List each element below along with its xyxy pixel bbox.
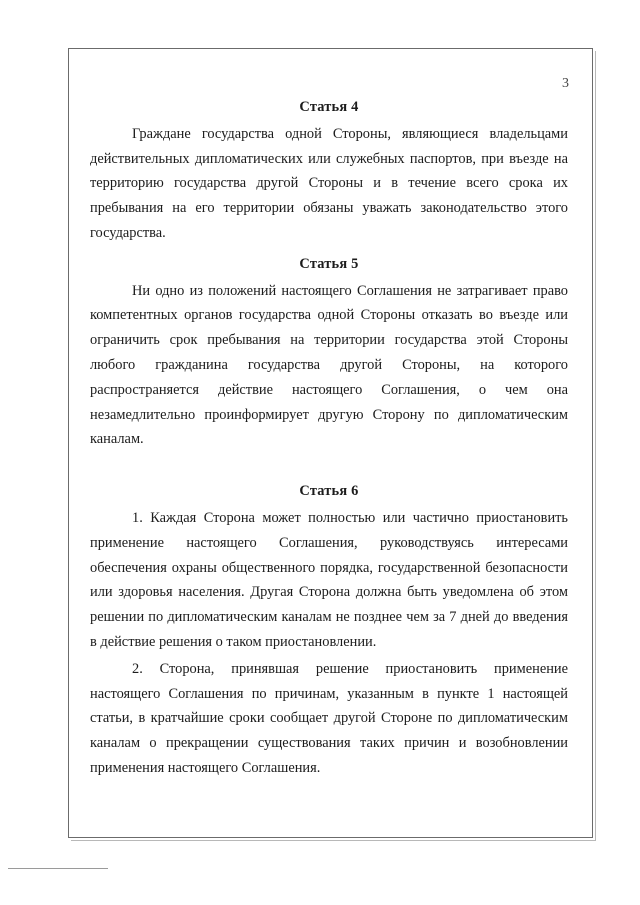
article-5 — [90, 252, 568, 452]
article-heading: Статья 6 — [299, 483, 359, 500]
article-heading: Статья 4 — [299, 99, 359, 115]
article-paragraph: 2. Сторона, принявшая решение приостановить применение настоящего Соглашения по причинам, указанным в пункте 1 настоящей статьи, в кратчайшие сроки сообщает другой Стороне по дипломатическим каналам о прекращении существования таких причин и возобновлении применения настоящего Соглашения. — [90, 660, 568, 776]
document-body — [90, 95, 568, 781]
article-paragraph: Ни одно из положений настоящего Соглашения не затрагивает право компетентных органов государства одной Стороны отказать во въезде или ограничить срок пребывания на территории государства этой Стороны любого гражданина государства другой Стороны, на которого распространяется действие настоящего Соглашения, о чем она незамедлительно проинформирует другую Сторону по дипломатическим каналам. — [90, 282, 568, 448]
article-4 — [90, 95, 568, 246]
article-paragraph: 1. Каждая Сторона может полностью или частично приостановить применение настоящего Соглашения, руководствуясь интересами обеспечения охраны общественного порядка, государственной безопасности или здоровья населения. Другая Сторона должна быть уведомлена об этом решении по дипломатическим каналам не позднее чем за 7 дней до введения в действие решения о таком приостановлении. — [90, 509, 568, 650]
scan-edge-line — [8, 868, 108, 869]
article-heading: Статья 5 — [299, 255, 359, 272]
article-6 — [90, 479, 568, 781]
article-paragraph: Граждане государства одной Стороны, являющиеся владельцами действительных дипломатических или служебных паспортов, при въезде на территорию государства другой Стороны и в течение всего срока их пребывания на его территории обязаны уважать законодательство этого государства. — [90, 125, 568, 241]
page-number: 3 — [562, 76, 569, 91]
